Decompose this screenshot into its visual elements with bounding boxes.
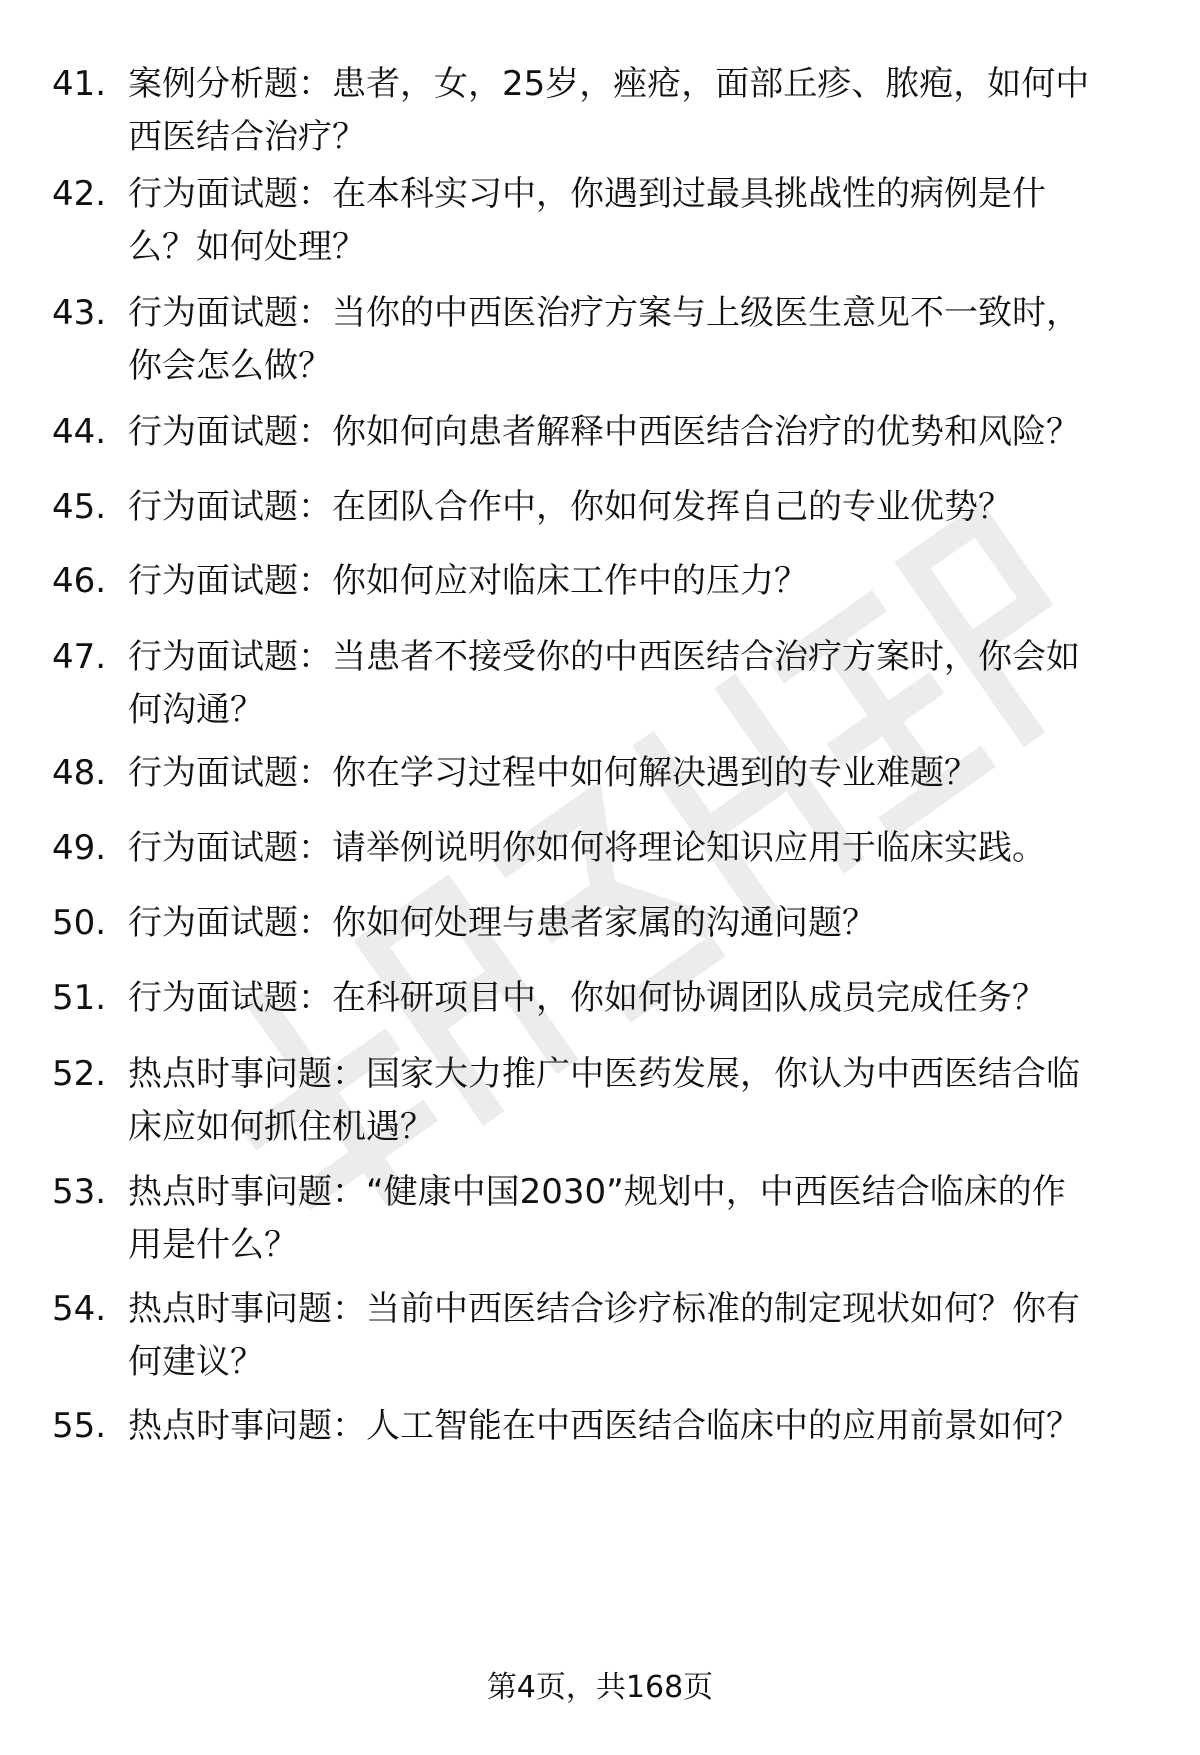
question-text [128, 631, 1158, 737]
question-line: 行为面试题：你如何应对临床工作中的压力？ [128, 561, 808, 601]
question-line: 么？如何处理？ [128, 227, 366, 267]
question-number: 46. [52, 561, 107, 601]
question-number: 41. [52, 64, 107, 104]
question-line: 行为面试题：你如何处理与患者家属的沟通问题？ [128, 903, 876, 943]
question-text [128, 168, 1158, 274]
question-line: 热点时事问题：“健康中国2030”规划中，中西医结合临床的作 [128, 1172, 1066, 1212]
page-number-footer: 第4页，共168页 [486, 1670, 714, 1705]
question-line: 行为面试题：在本科实习中，你遇到过最具挑战性的病例是什 [128, 174, 1046, 214]
question-number: 45. [52, 487, 107, 527]
question-line: 行为面试题：在科研项目中，你如何协调团队成员完成任务？ [128, 978, 1046, 1018]
question-line: 行为面试题：在团队合作中，你如何发挥自己的专业优势？ [128, 487, 1012, 527]
question-text [128, 1048, 1158, 1154]
question-text [128, 58, 1158, 164]
question-text [128, 555, 1158, 608]
question-line: 行为面试题：你在学习过程中如何解决遇到的专业难题？ [128, 753, 978, 793]
question-number: 52. [52, 1054, 107, 1094]
question-number: 54. [52, 1289, 107, 1329]
question-number: 43. [52, 293, 107, 333]
question-number: 51. [52, 978, 107, 1018]
question-line: 用是什么？ [128, 1225, 298, 1265]
question-line: 热点时事问题：当前中西医结合诊疗标准的制定现状如何？你有 [128, 1289, 1080, 1329]
question-line: 何沟通？ [128, 690, 264, 730]
question-line: 热点时事问题：人工智能在中西医结合临床中的应用前景如何？ [128, 1406, 1080, 1446]
question-line: 你会怎么做？ [128, 346, 332, 386]
question-number: 42. [52, 174, 107, 214]
question-text [128, 287, 1158, 393]
question-text [128, 406, 1158, 459]
question-line: 行为面试题：请举例说明你如何将理论知识应用于临床实践。 [128, 828, 1046, 868]
question-number: 53. [52, 1172, 107, 1212]
question-line: 案例分析题：患者，女，25岁，痤疮，面部丘疹、脓疱，如何中 [128, 64, 1090, 104]
question-text [128, 972, 1158, 1025]
question-line: 床应如何抓住机遇？ [128, 1107, 434, 1147]
question-line: 行为面试题：你如何向患者解释中西医结合治疗的优势和风险？ [128, 412, 1080, 452]
question-line: 行为面试题：当患者不接受你的中西医结合治疗方案时，你会如 [128, 637, 1080, 677]
question-line: 西医结合治疗？ [128, 117, 366, 157]
question-line: 热点时事问题：国家大力推广中医药发展，你认为中西医结合临 [128, 1054, 1080, 1094]
question-text [128, 822, 1158, 875]
question-number: 55. [52, 1406, 107, 1446]
question-text [128, 1283, 1158, 1389]
question-text [128, 747, 1158, 800]
question-text [128, 1166, 1158, 1272]
question-number: 47. [52, 637, 107, 677]
question-text [128, 897, 1158, 950]
question-number: 48. [52, 753, 107, 793]
question-line: 行为面试题：当你的中西医治疗方案与上级医生意见不一致时， [128, 293, 1080, 333]
question-text [128, 1400, 1158, 1453]
question-number: 50. [52, 903, 107, 943]
question-text [128, 481, 1158, 534]
question-number: 44. [52, 412, 107, 452]
question-line: 何建议？ [128, 1342, 264, 1382]
question-number: 49. [52, 828, 107, 868]
